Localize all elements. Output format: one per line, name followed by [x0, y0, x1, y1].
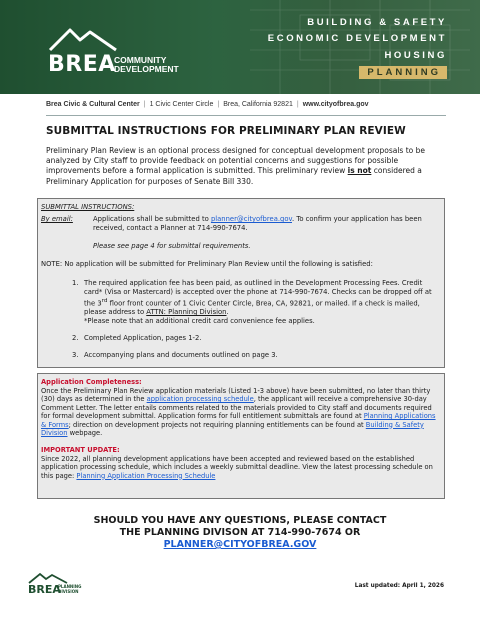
address-bar: Brea Civic & Cultural Center | 1 Civic Center Circle | Brea, California 92821 | www.cityofbrea.gov: [46, 101, 369, 108]
instructions-heading: SUBMITTAL INSTRUCTIONS:: [41, 203, 135, 211]
attn-planning: ATTN: Planning Division: [146, 308, 227, 317]
dept-economic-development: ECONOMIC DEVELOPMENT: [267, 33, 447, 44]
dept-building-safety: BUILDING & SAFETY: [307, 17, 447, 28]
logo-subtitle-line2: DEVELOPMENT: [114, 64, 179, 74]
planning-forms-link[interactable]: Planning Applications & Forms: [41, 412, 436, 429]
list-number: 2.: [72, 334, 79, 343]
completeness-text: Once the Preliminary Plan Review application materials (Listed 1-3 above) have been submitted, no later than thirty (30) days as determined in the: [41, 386, 431, 403]
logo-brea-text: BREA: [48, 52, 116, 77]
fee-text-end: .: [226, 308, 229, 317]
last-updated: Last updated: April 1, 2026: [354, 583, 444, 589]
building-safety-link[interactable]: Building & Safety Division: [41, 420, 424, 437]
fee-text: The required application fee has been paid, as outlined in the Development Processing Fees. Credit card* (Visa or Mastercard) is accepted over the phone at 714-990-7674. Checks can be dropped off at the 3: [84, 279, 432, 308]
footer-planning-logo: [28, 572, 88, 598]
list-number: 1.: [72, 279, 79, 287]
requirements-list: [72, 279, 432, 368]
completeness-text-3: ; direction on development projects not requiring planning entitlements can be found at: [68, 420, 366, 429]
contact-line1: SHOULD YOU HAVE ANY QUESTIONS, PLEASE CONTACT: [93, 515, 387, 526]
contact-email-link[interactable]: PLANNER@CITYOFBREA.GOV: [163, 539, 317, 550]
mountain-icon: [48, 26, 118, 52]
email-text: Applications shall be submitted to: [93, 215, 211, 223]
intro-text-end: considered a Preliminary Application for purposes of Senate Bill 330.: [46, 166, 422, 186]
intro-paragraph: [46, 146, 440, 187]
street-address: 1 Civic Center Circle: [149, 101, 214, 108]
by-email-label: By email:: [41, 215, 73, 223]
blueprint-pattern: [240, 0, 480, 94]
application-completeness-box: [37, 373, 445, 499]
plans-text: Accompanying plans and documents outlined on page 3.: [84, 351, 278, 360]
footer-logo-sub2: DIVISION: [58, 588, 79, 594]
logo-subtitle-line1: COMMUNITY: [114, 55, 167, 65]
contact-line2: THE PLANNING DIVISON AT 714-990-7674 OR: [119, 527, 361, 538]
completeness-text-end: webpage.: [67, 429, 103, 437]
application-text: Completed Application, pages 1-2.: [84, 334, 202, 343]
requirement-note: NOTE: No application will be submitted for Preliminary Plan Review until the following is satisfied:: [41, 260, 373, 268]
completeness-section: [41, 378, 439, 438]
footer-logo-sub1: PLANNING: [58, 584, 82, 589]
dept-planning: PLANNING: [359, 66, 447, 79]
divider: [46, 115, 446, 116]
website-link[interactable]: www.cityofbrea.gov: [302, 101, 369, 108]
footer-logo-text: BREA: [28, 583, 61, 596]
contact-block: [0, 515, 480, 551]
city-address: Brea, California 92821: [223, 101, 293, 108]
footer-logo-sub: [58, 585, 81, 594]
dept-housing: HOUSING: [384, 50, 447, 61]
page-title: SUBMITTAL INSTRUCTIONS FOR PRELIMINARY PLAN REVIEW: [46, 125, 406, 137]
list-number: 3.: [72, 351, 79, 360]
update-text: Since 2022, all planning development applications have been accepted and reviewed based on the established application processing schedule, which includes a weekly submittal deadline. View the latest processing schedule on this page:: [41, 454, 433, 480]
superscript: rd: [101, 298, 108, 304]
intro-text: Preliminary Plan Review is an optional process designed for conceptual development proposals to be analyzed by City staff to provide feedback on potential concerns and suggestions for possible improvements before a formal application is submitted. This preliminary review: [46, 146, 426, 176]
planner-email-link[interactable]: planner@cityofbrea.gov: [210, 215, 292, 223]
list-item: [72, 334, 432, 343]
submittal-instructions-box: [37, 198, 445, 368]
fee-text-2: floor front counter of 1 Civic Center Circle, Brea, CA, 92821, or mailed. If a check is mailed, please address to: [84, 299, 420, 317]
brea-community-development-logo[interactable]: [48, 26, 188, 82]
completeness-heading: Application Completeness:: [41, 378, 142, 386]
update-section: [41, 446, 439, 480]
intro-emphasis: is not: [347, 166, 372, 176]
card-fee-note: *Please note that an additional credit card convenience fee applies.: [84, 317, 315, 326]
update-heading: IMPORTANT UPDATE:: [41, 446, 120, 454]
processing-schedule-link[interactable]: application processing schedule: [146, 395, 254, 403]
email-instructions: [93, 215, 433, 233]
header-banner: [0, 0, 480, 94]
list-item: [72, 279, 432, 326]
email-text-end: . To confirm your application has been received, contact a Planner at 714-990-7674.: [93, 215, 422, 232]
processing-schedule-page-link[interactable]: Planning Application Processing Schedule: [76, 471, 216, 480]
logo-subtitle: [114, 56, 179, 74]
civic-center-name: Brea Civic & Cultural Center: [46, 101, 140, 108]
see-page-note: Please see page 4 for submittal requirements.: [93, 242, 251, 250]
list-item: [72, 351, 432, 360]
completeness-text-2: , the applicant will receive a comprehensive 30-day Comment Letter. The letter entails comments related to the materials provided to City staff and documents required for formal development submittal. Application forms for full entitlement submittals are found at: [41, 395, 432, 420]
